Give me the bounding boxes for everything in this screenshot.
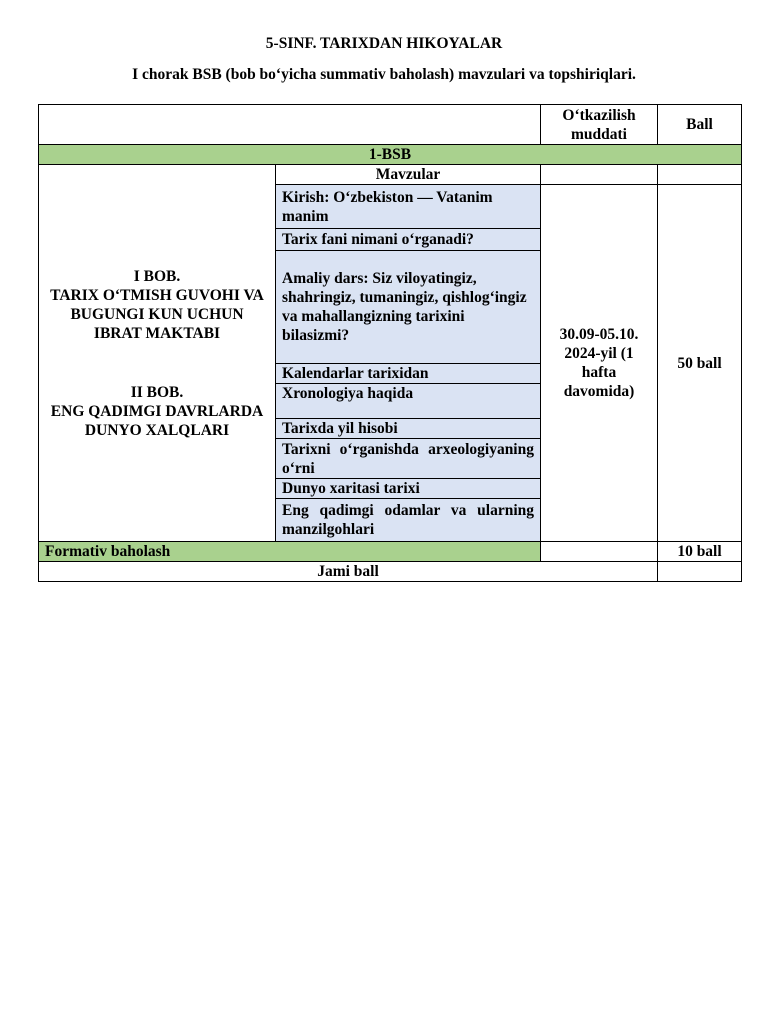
total-row [39, 562, 742, 582]
ball-cell: 50 ball [658, 185, 742, 542]
topic-cell: Kirish: O‘zbekiston — Vatanim manim [276, 185, 541, 229]
formative-label: Formativ baholash [39, 542, 541, 562]
formative-ball: 10 ball [658, 542, 742, 562]
total-label: Jami ball [39, 562, 658, 582]
page-subtitle: I chorak BSB (bob bo‘yicha summativ baholash) mavzulari va topshiriqlari. [132, 66, 636, 83]
page-title: 5-SINF. TARIXDAN HIKOYALAR [265, 35, 503, 52]
topic-cell: Dunyo xaritasi tarixi [276, 479, 541, 499]
header-period: O‘tkazilish muddati [541, 105, 658, 145]
total-value-cell [658, 562, 742, 582]
formative-row [39, 542, 742, 562]
topics-header: Mavzular [276, 165, 541, 185]
chapter-1-label: I BOB. [133, 267, 181, 285]
topic-cell: Tarix fani nimani o‘rganadi? [276, 229, 541, 251]
topic-cell: Amaliy dars: Siz viloyatingiz, shahringiz, tumaningiz, qishlog‘ingiz va mahallangizning tarixini bilasizmi? [276, 251, 541, 364]
table-header-row [39, 105, 742, 145]
empty-cell [658, 165, 742, 185]
topic-cell: Xronologiya haqida [276, 384, 541, 419]
chapter-2-label: II BOB. [130, 383, 184, 401]
table-row [39, 165, 742, 185]
section-label: 1-BSB [39, 145, 742, 165]
assessment-table [38, 104, 742, 582]
chapters-cell [39, 165, 276, 542]
header-empty-cell [39, 105, 541, 145]
period-cell: 30.09-05.10. 2024-yil (1 hafta davomida) [541, 185, 658, 542]
topic-cell: Eng qadimgi odamlar va ularning manzilgohlari [276, 499, 541, 542]
chapter-2-title: ENG QADIMGI DAVRLARDA DUNYO XALQLARI [50, 402, 264, 439]
topic-cell: Tarixni o‘rganishda arxeologiyaning o‘rni [276, 439, 541, 479]
topic-cell: Kalendarlar tarixidan [276, 364, 541, 384]
header-ball: Ball [658, 105, 742, 145]
section-row [39, 145, 742, 165]
empty-cell [541, 542, 658, 562]
chapter-1-title: TARIX O‘TMISH GUVOHI VA BUGUNGI KUN UCHUN IBRAT MAKTABI [50, 286, 264, 342]
empty-cell [541, 165, 658, 185]
topic-cell: Tarixda yil hisobi [276, 419, 541, 439]
